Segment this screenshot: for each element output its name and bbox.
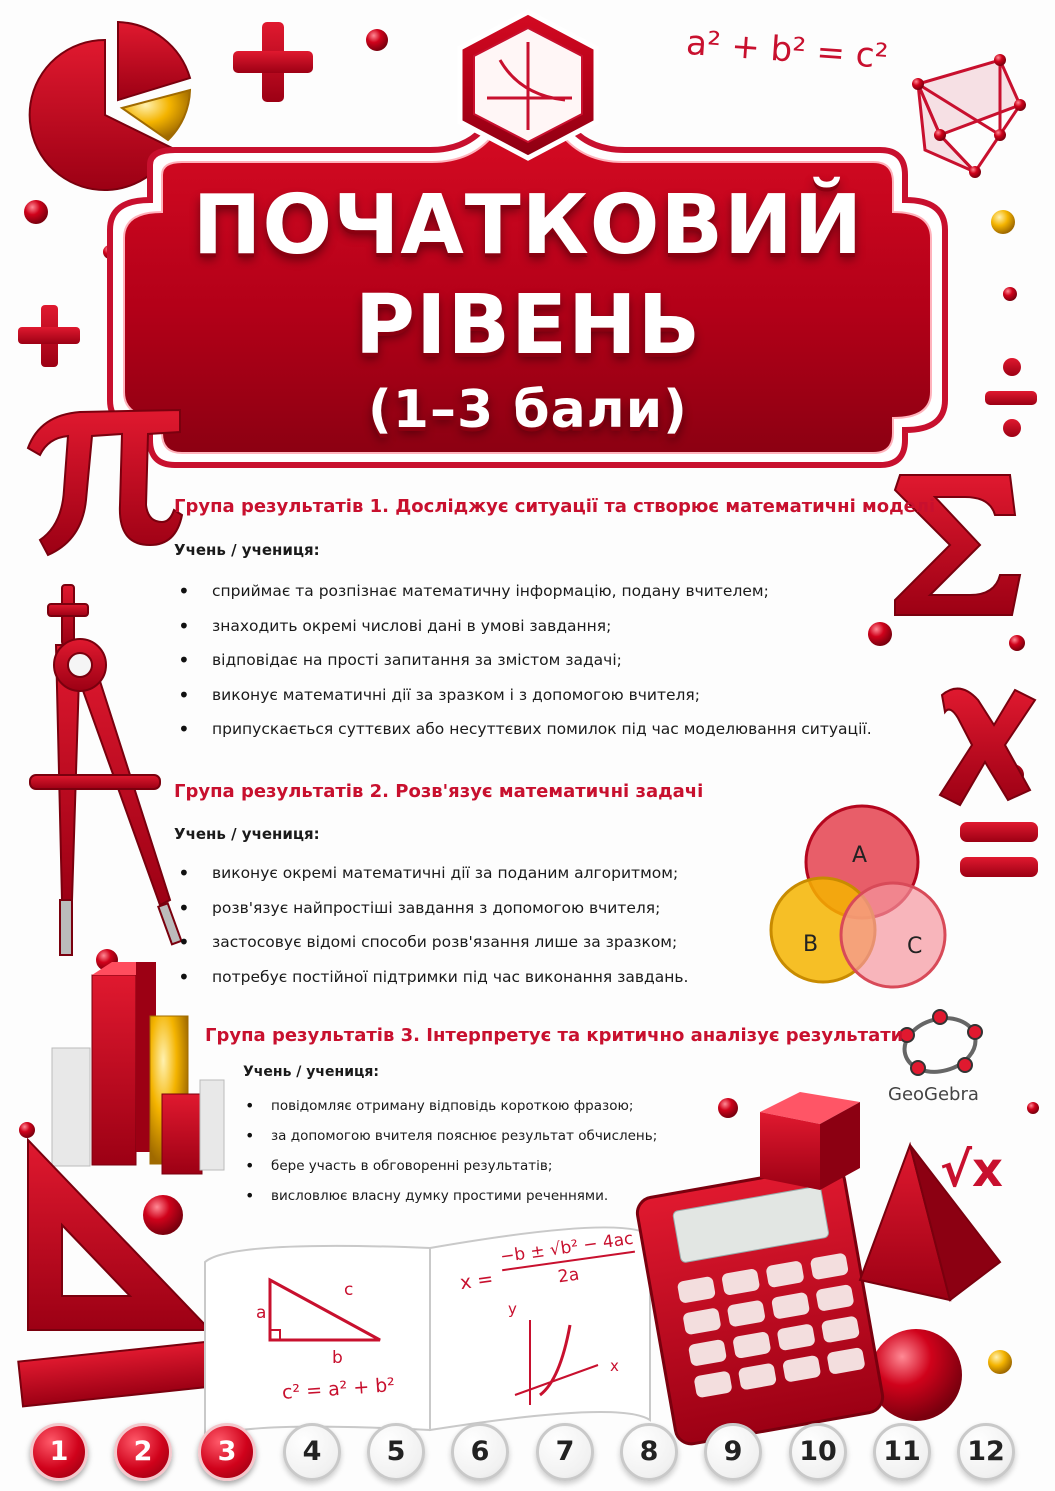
list-item: • виконує математичні дії за зразком і з допомогою вчителя;	[174, 678, 872, 713]
geogebra-label: GeoGebra	[888, 1084, 979, 1105]
grade-11: 11	[873, 1423, 931, 1481]
grade-scale	[30, 1423, 1030, 1479]
quadratic-numerator: −b ± √b² − 4ac	[499, 1229, 635, 1271]
list-item: • висловлює власну думку простими реченнями.	[243, 1181, 657, 1211]
equals-icon	[960, 822, 1038, 877]
group-3-student-label: Учень / учениця:	[243, 1064, 379, 1080]
grade-9: 9	[704, 1423, 762, 1481]
banner-subtitle: (1–3 бали)	[368, 380, 688, 440]
grade-5: 5	[367, 1423, 425, 1481]
grade-8: 8	[620, 1423, 678, 1481]
list-item: • відповідає на прості запитання за змістом задачі;	[174, 643, 872, 678]
graph-axis-y: y	[508, 1300, 517, 1318]
quadratic-denominator: 2a	[556, 1264, 581, 1288]
list-item: • сприймає та розпізнає математичну інформацію, подану вчителем;	[174, 574, 872, 609]
list-item: • потребує постійної підтримки під час виконання завдань.	[174, 960, 688, 995]
group-2-title: Група результатів 2. Розв'язує математичні задачі	[174, 781, 704, 802]
notebook-side-a: a	[256, 1303, 267, 1323]
variable-x-icon	[940, 689, 1035, 805]
venn-diagram	[771, 806, 945, 987]
group-3-title: Група результатів 3. Інтерпретує та критично аналізує результати	[205, 1025, 904, 1046]
notebook-side-c: c	[344, 1280, 354, 1300]
list-item: • за допомогою вчителя пояснює результат обчислень;	[243, 1121, 657, 1151]
title-banner	[92, 128, 964, 468]
grade-7: 7	[536, 1423, 594, 1481]
list-item: • повідомляє отриману відповідь короткою фразою;	[243, 1091, 657, 1121]
notebook-side-b: b	[332, 1348, 343, 1368]
list-item: • застосовує відомі способи розв'язання лише за зразком;	[174, 925, 688, 960]
pythagoras-formula: a² + b² = c²	[684, 22, 890, 78]
banner-title-line-2: РІВЕНЬ	[354, 278, 702, 373]
list-item: • знаходить окремі числові дані в умові завдання;	[174, 609, 872, 644]
grade-6: 6	[451, 1423, 509, 1481]
grade-12: 12	[957, 1423, 1015, 1481]
division-icon	[985, 358, 1037, 437]
grade-3: 3	[198, 1423, 256, 1481]
grade-2: 2	[114, 1423, 172, 1481]
group-1-title: Група результатів 1. Досліджує ситуації та створює математичні моделі	[174, 496, 936, 517]
group-1-list	[174, 574, 872, 747]
group-2-list	[174, 856, 688, 994]
list-item: • бере участь в обговоренні результатів;	[243, 1151, 657, 1181]
notebook-pythagoras: c² = a² + b²	[281, 1374, 396, 1404]
cube-solid-icon	[760, 1092, 860, 1190]
graph-axis-x: x	[610, 1357, 619, 1375]
quadratic-x-equals: x =	[458, 1267, 495, 1295]
list-item: • розв'язує найпростіші завдання з допомогою вчителя;	[174, 891, 688, 926]
venn-label-a: A	[852, 843, 868, 868]
banner-title-line-1: ПОЧАТКОВИЙ	[192, 178, 864, 273]
list-item: • виконує окремі математичні дії за поданим алгоритмом;	[174, 856, 688, 891]
grade-4: 4	[283, 1423, 341, 1481]
venn-label-b: B	[803, 932, 819, 957]
compass-icon	[30, 585, 181, 955]
group-2-student-label: Учень / учениця:	[174, 825, 320, 843]
geogebra-logo-icon	[898, 1010, 982, 1079]
sqrt-x-icon: √x	[940, 1142, 1003, 1198]
venn-label-c: C	[907, 934, 923, 959]
group-3-list	[243, 1091, 657, 1211]
grade-1: 1	[30, 1423, 88, 1481]
list-item: • припускається суттєвих або несуттєвих помилок під час моделювання ситуації.	[174, 712, 872, 747]
calculator-icon	[635, 1164, 885, 1447]
group-1-student-label: Учень / учениця:	[174, 541, 320, 559]
grade-10: 10	[789, 1423, 847, 1481]
